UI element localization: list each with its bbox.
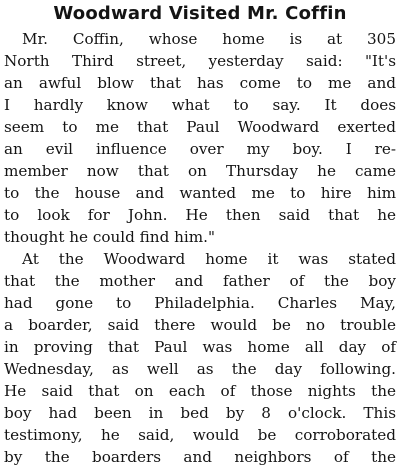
article-line: in proving that Paul was home all day of: [4, 338, 396, 356]
article-line: an awful blow that has come to me and: [4, 74, 396, 92]
article-line: member now that on Thursday he came: [4, 162, 396, 180]
article-line: that the mother and father of the boy: [4, 272, 396, 290]
article-line: an evil influence over my boy. I re-: [4, 140, 396, 158]
article-body: [4, 28, 396, 466]
article-line: thought he could find him.": [4, 228, 215, 246]
article-line: North Third street, yesterday said: "It's: [4, 52, 396, 70]
article-line: seem to me that Paul Woodward exerted: [4, 118, 396, 136]
article-line: boy had been in bed by 8 o'clock. This: [4, 404, 396, 422]
article-line: At the Woodward home it was stated: [22, 250, 396, 268]
article-line: testimony, he said, would be corroborated: [4, 426, 396, 444]
article-line: to the house and wanted me to hire him: [4, 184, 396, 202]
article-line: a boarder, said there would be no trouble: [4, 316, 396, 334]
article-line: by the boarders and neighbors of the: [4, 448, 396, 466]
article-line: He said that on each of those nights the: [4, 382, 396, 400]
article-line: Mr. Coffin, whose home is at 305: [22, 30, 396, 48]
article-line: Wednesday, as well as the day following.: [4, 360, 396, 378]
headline: Woodward Visited Mr. Coffin: [53, 3, 347, 24]
article-line: I hardly know what to say. It does: [4, 96, 396, 114]
article-line: had gone to Philadelphia. Charles May,: [4, 294, 396, 312]
article-line: to look for John. He then said that he: [4, 206, 396, 224]
